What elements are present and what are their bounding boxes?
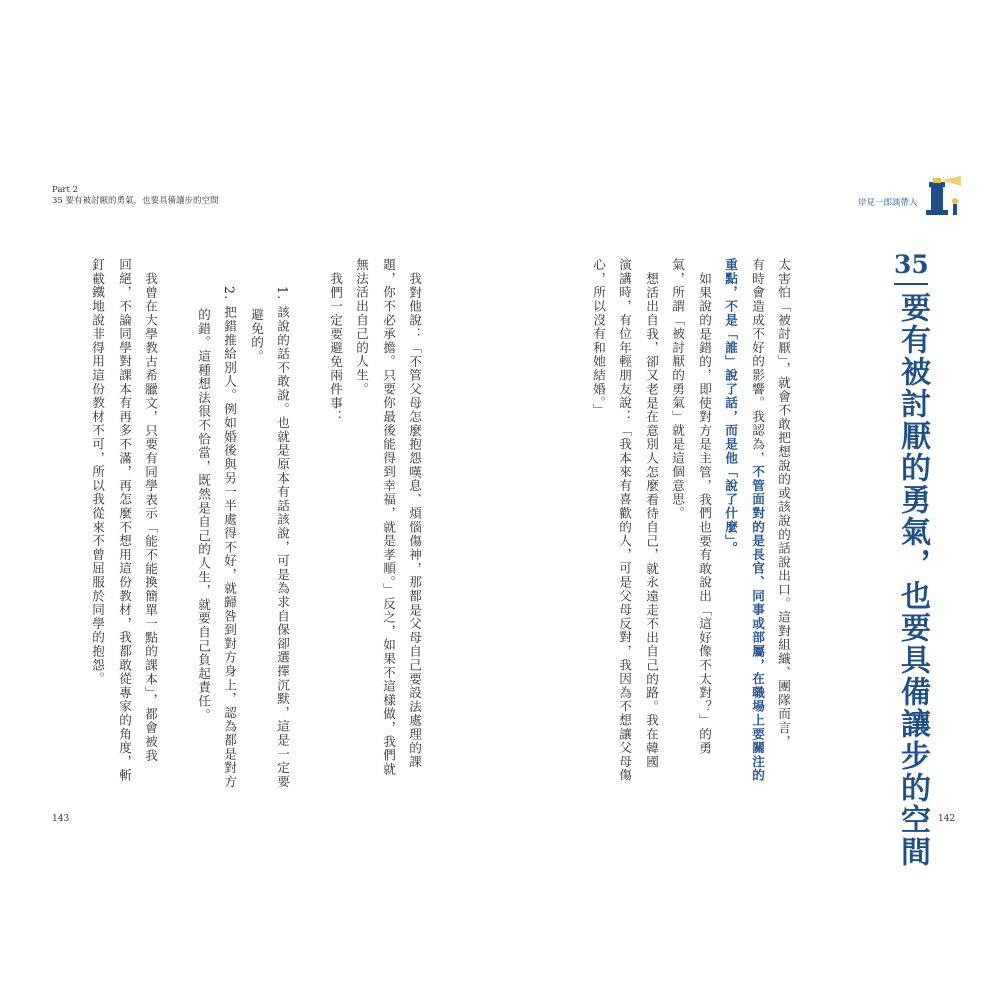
chapter-line: 35 要有被討厭的勇氣，也要具備讓步的空間: [52, 196, 219, 206]
body-line: 演講時，有位年輕朋友說：「我本來有喜歡的人，可是父母反對，我因為不想讓父母傷: [617, 258, 632, 783]
chapter-rule: [894, 283, 928, 285]
body-line: 氣，所謂「被討厭的勇氣」就是這個意思。: [670, 258, 685, 521]
emphasis-text: 不管面對的是長官、同事或部屬，在職場上要關注的: [750, 465, 765, 783]
running-header: [52, 185, 219, 207]
body-line: 心，所以沒有和她結婚。」: [591, 258, 606, 418]
body-line: 我對他說：「不管父母怎麼抱怨嘆息、煩惱傷神，那都是父母自己要設法處理的課: [407, 272, 422, 769]
list-item-2: 2. 把錯推給別人。例如婚後與另一半處得不好，就歸咎到對方身上，認為都是對方: [222, 286, 237, 789]
emphasis-line: 重點，不是「誰」說了話，而是他「說了什麼」。: [723, 258, 738, 556]
body-line: 釘截鐵地說非得用這份教材不可，所以我從來不曾屈服於同學的抱怨。: [90, 258, 105, 686]
list-item-2-cont: 的錯。這種想法很不恰當，既然是自己的人生，就要自己負起責任。: [196, 308, 211, 722]
body-line-text: 有時會造成不好的影響。我認為，: [750, 258, 765, 465]
page-number-left: 143: [52, 814, 70, 824]
lighthouse-icon: [917, 176, 963, 218]
list-item-1-cont: 避免的。: [249, 308, 264, 364]
body-line: 我們一定要避免兩件事：: [328, 272, 343, 424]
chapter-number: 35: [894, 250, 929, 279]
chapter-title: 要有被討厭的勇氣，也要具備讓步的空間: [895, 292, 930, 868]
body-line: 回絕，不論同學對課本有再多不滿，再怎麼不想用這份教材，我都敢從專家的角度，斬: [117, 258, 132, 783]
part-label: Part 2: [52, 185, 78, 195]
book-title: 岸見一郎談帶人: [858, 198, 918, 208]
body-line: 題，你不必承擔。只要你最後能得到幸福，就是孝順。」反之，如果不這樣做，我們就: [381, 258, 396, 777]
body-line: [749, 258, 765, 782]
body-line: 想活出自我，卻又老是在意別人怎麼看待自己，就永遠走不出自己的路。我在韓國: [644, 272, 659, 769]
body-line: 太害怕「被討厭」，就會不敢把想說的或該說的話說出口。這對組織、團隊而言，: [776, 258, 791, 749]
body-line: 無法活出自己的人生。: [354, 258, 369, 396]
body-line: 我曾在大學教古希臘文，只要有同學表示「能不能換簡單一點的課本」，都會被我: [143, 272, 158, 763]
page-number-right: 142: [938, 814, 956, 824]
list-item-1: 1. 該說的話不敢說。也就是原本有話該說，可是為求自保卻選擇沉默，這是一定要: [275, 286, 290, 789]
body-line: 如果說的是錯的，即使對方是主管，我們也要有敢說出「這好像不太對？」的勇: [697, 272, 712, 755]
